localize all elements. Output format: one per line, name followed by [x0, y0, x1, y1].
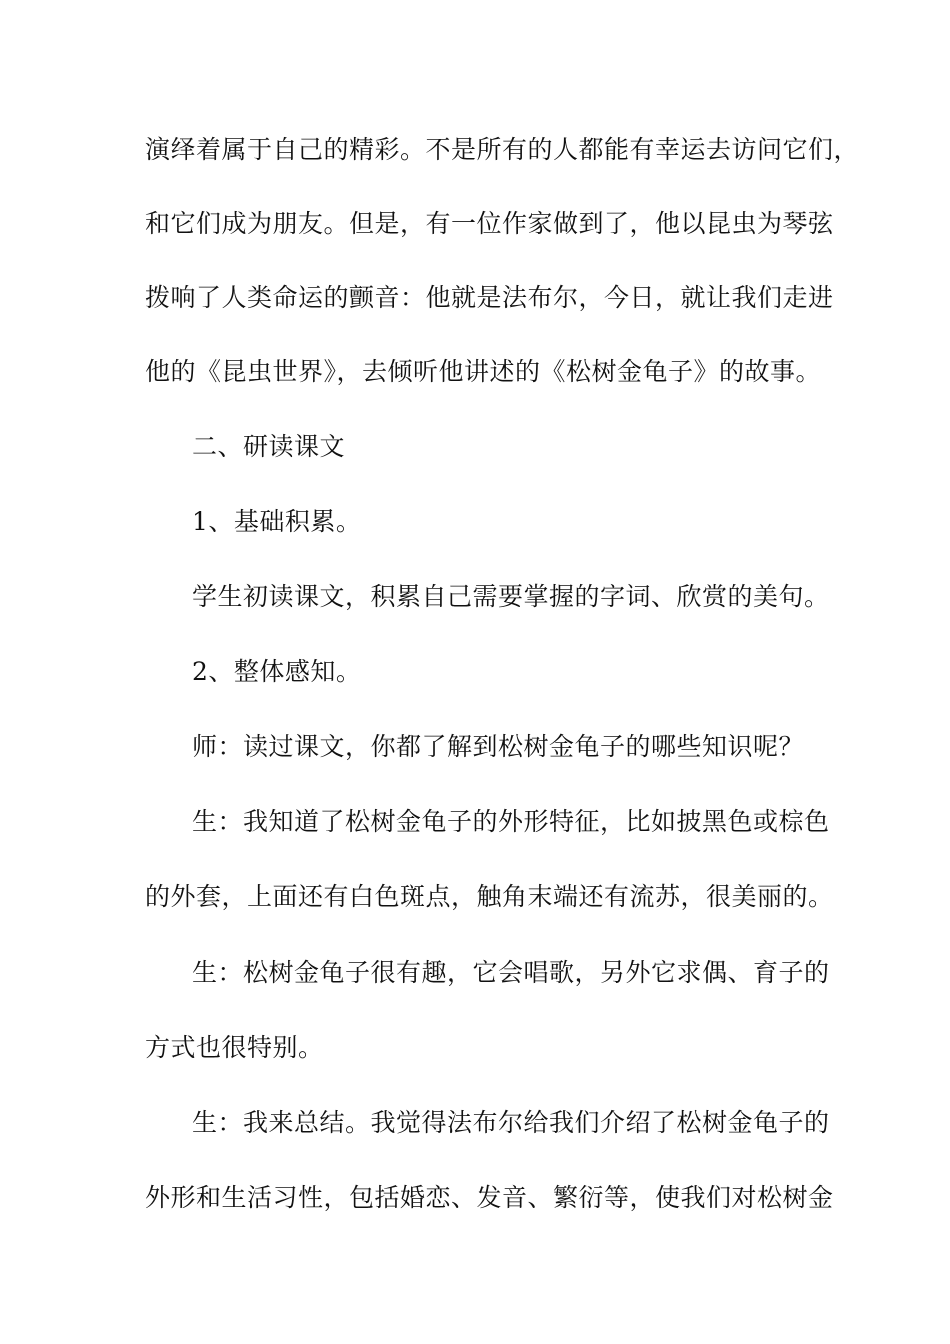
text-line: 拨响了人类命运的颤音：他就是法布尔，今日，就让我们走进	[145, 283, 834, 312]
text-line: 生：松树金龟子很有趣，它会唱歌，另外它求偶、育子的	[192, 958, 830, 987]
section-heading: 二、研读课文	[192, 432, 346, 461]
text-line: 生：我知道了松树金龟子的外形特征，比如披黑色或棕色	[192, 807, 830, 836]
text-line: 和它们成为朋友。但是，有一位作家做到了，他以昆虫为琴弦	[145, 209, 834, 238]
text-line: 学生初读课文，积累自己需要掌握的字词、欣赏的美句。	[192, 582, 830, 611]
text-line: 方式也很特别。	[145, 1033, 324, 1062]
text-line: 演绎着属于自己的精彩。不是所有的人都能有幸运去访问它们，	[145, 135, 860, 164]
subsection-heading: 2、整体感知。	[192, 657, 362, 686]
text-line: 师：读过课文，你都了解到松树金龟子的哪些知识呢？	[192, 732, 805, 761]
text-line: 生：我来总结。我觉得法布尔给我们介绍了松树金龟子的	[192, 1108, 830, 1137]
subsection-heading: 1、基础积累。	[192, 507, 362, 536]
text-line: 他的《昆虫世界》，去倾听他讲述的《松树金龟子》的故事。	[145, 357, 822, 386]
text-line: 的外套，上面还有白色斑点，触角末端还有流苏，很美丽的。	[145, 882, 834, 911]
text-line: 外形和生活习性，包括婚恋、发音、繁衍等，使我们对松树金	[145, 1183, 834, 1212]
